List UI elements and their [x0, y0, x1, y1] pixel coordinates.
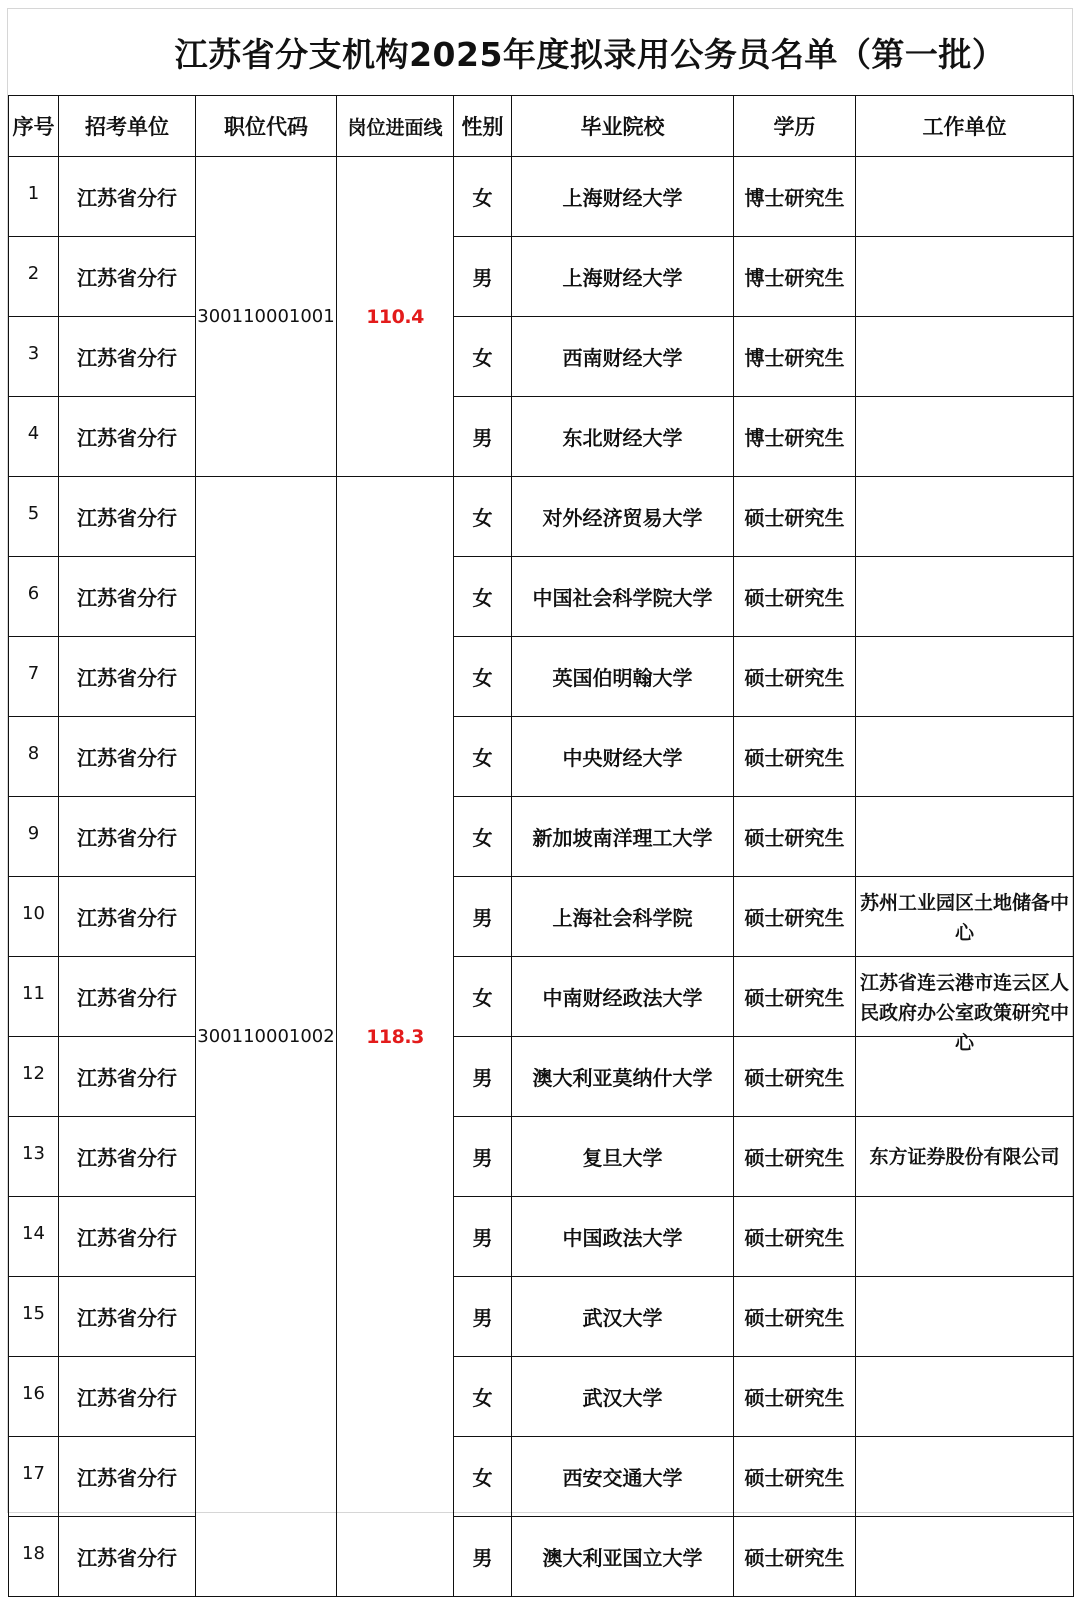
cell-employer [856, 1517, 1074, 1597]
cell-seq: 7 [9, 637, 59, 717]
cell-seq: 18 [9, 1517, 59, 1597]
cell-school: 上海财经大学 [512, 157, 734, 237]
table-row [9, 1037, 1074, 1117]
cell-gender: 男 [454, 1037, 512, 1117]
cell-school: 上海财经大学 [512, 237, 734, 317]
cell-position-code: 300110001001 [196, 157, 337, 477]
cell-unit: 江苏省分行 [59, 1517, 196, 1597]
cell-gender: 女 [454, 957, 512, 1037]
cell-seq: 11 [9, 957, 59, 1037]
cell-unit: 江苏省分行 [59, 397, 196, 477]
header-code: 职位代码 [196, 96, 337, 157]
candidate-table [8, 95, 1074, 1597]
cell-unit: 江苏省分行 [59, 317, 196, 397]
cell-school: 中央财经大学 [512, 717, 734, 797]
header-employer: 工作单位 [856, 96, 1074, 157]
cell-school: 中国政法大学 [512, 1197, 734, 1277]
cell-school: 武汉大学 [512, 1357, 734, 1437]
cell-unit: 江苏省分行 [59, 1117, 196, 1197]
cell-unit: 江苏省分行 [59, 957, 196, 1037]
cell-employer [856, 957, 1074, 1054]
cell-degree: 博士研究生 [734, 317, 856, 397]
cell-employer [856, 1437, 1074, 1517]
table-row [9, 557, 1074, 637]
cell-degree: 硕士研究生 [734, 877, 856, 957]
cell-employer [856, 717, 1074, 797]
cell-employer [856, 397, 1074, 477]
cell-employer [856, 557, 1074, 637]
cell-degree: 硕士研究生 [734, 797, 856, 877]
cell-school: 澳大利亚国立大学 [512, 1517, 734, 1597]
cell-degree: 硕士研究生 [734, 1437, 856, 1517]
cell-school: 新加坡南洋理工大学 [512, 797, 734, 877]
cell-school: 上海社会科学院 [512, 877, 734, 957]
cell-employer [856, 157, 1074, 237]
table-row [9, 477, 1074, 557]
cell-unit: 江苏省分行 [59, 477, 196, 557]
cell-school: 英国伯明翰大学 [512, 637, 734, 717]
cell-seq: 15 [9, 1277, 59, 1357]
cell-employer [856, 637, 1074, 717]
cell-gender: 男 [454, 397, 512, 477]
cell-school: 武汉大学 [512, 1277, 734, 1357]
cell-degree: 硕士研究生 [734, 557, 856, 637]
cell-employer [856, 877, 1074, 957]
cell-school: 对外经济贸易大学 [512, 477, 734, 557]
cell-degree: 硕士研究生 [734, 957, 856, 1037]
cell-gender: 男 [454, 1517, 512, 1597]
cell-unit: 江苏省分行 [59, 717, 196, 797]
cell-seq: 4 [9, 397, 59, 477]
table-row [9, 637, 1074, 717]
cell-seq: 3 [9, 317, 59, 397]
cell-seq: 16 [9, 1357, 59, 1437]
cell-seq: 17 [9, 1437, 59, 1517]
table-row [9, 957, 1074, 1037]
cell-seq: 6 [9, 557, 59, 637]
table-row [9, 157, 1074, 237]
header-row [9, 96, 1074, 157]
cell-seq: 14 [9, 1197, 59, 1277]
cell-school: 澳大利亚莫纳什大学 [512, 1037, 734, 1117]
cell-seq: 5 [9, 477, 59, 557]
cell-employer [856, 477, 1074, 557]
cell-degree: 硕士研究生 [734, 1037, 856, 1117]
cell-gender: 男 [454, 237, 512, 317]
cell-employer [856, 1197, 1074, 1277]
cell-unit: 江苏省分行 [59, 1277, 196, 1357]
cell-gender: 男 [454, 1117, 512, 1197]
cell-employer [856, 1277, 1074, 1357]
cell-employer-text: 东方证券股份有限公司 [869, 1145, 1060, 1168]
table-row [9, 1197, 1074, 1277]
cell-degree: 硕士研究生 [734, 717, 856, 797]
cell-employer [856, 1117, 1074, 1197]
table-row [9, 1437, 1074, 1517]
cell-degree: 博士研究生 [734, 237, 856, 317]
cell-seq: 1 [9, 157, 59, 237]
cell-degree: 硕士研究生 [734, 1357, 856, 1437]
cell-gender: 女 [454, 797, 512, 877]
cell-employer [856, 317, 1074, 397]
table-body [9, 157, 1074, 1597]
cell-unit: 江苏省分行 [59, 1357, 196, 1437]
header-score: 岗位进面线 [337, 96, 454, 157]
header-unit: 招考单位 [59, 96, 196, 157]
cell-gender: 女 [454, 557, 512, 637]
cell-degree: 硕士研究生 [734, 637, 856, 717]
cell-position-code: 300110001002 [196, 477, 337, 1597]
cell-degree: 硕士研究生 [734, 1277, 856, 1357]
cell-seq: 12 [9, 1037, 59, 1117]
cell-school: 西南财经大学 [512, 317, 734, 397]
header-school: 毕业院校 [512, 96, 734, 157]
cell-unit: 江苏省分行 [59, 237, 196, 317]
table-row [9, 1277, 1074, 1357]
cell-gender: 女 [454, 717, 512, 797]
cell-gender: 女 [454, 1437, 512, 1517]
cell-cutoff-score: 118.3 [337, 477, 454, 1597]
cell-seq: 13 [9, 1117, 59, 1197]
cell-gender: 女 [454, 477, 512, 557]
table-row [9, 877, 1074, 957]
cell-employer [856, 237, 1074, 317]
table-row [9, 237, 1074, 317]
cell-gender: 女 [454, 157, 512, 237]
cell-unit: 江苏省分行 [59, 157, 196, 237]
cell-employer [856, 1357, 1074, 1437]
cell-degree: 硕士研究生 [734, 1117, 856, 1197]
cell-unit: 江苏省分行 [59, 1437, 196, 1517]
page-title [0, 30, 1080, 80]
cell-unit: 江苏省分行 [59, 637, 196, 717]
cell-seq: 9 [9, 797, 59, 877]
cell-degree: 硕士研究生 [734, 477, 856, 557]
cell-gender: 女 [454, 637, 512, 717]
cell-gender: 男 [454, 1197, 512, 1277]
cell-seq: 2 [9, 237, 59, 317]
table-row [9, 1517, 1074, 1597]
cell-seq: 10 [9, 877, 59, 957]
cell-degree: 硕士研究生 [734, 1197, 856, 1277]
cell-school: 西安交通大学 [512, 1437, 734, 1517]
table-row [9, 717, 1074, 797]
cell-employer [856, 797, 1074, 877]
header-degree: 学历 [734, 96, 856, 157]
table-row [9, 1117, 1074, 1197]
cell-unit: 江苏省分行 [59, 1037, 196, 1117]
cell-gender: 男 [454, 877, 512, 957]
page-title-text: 江苏省分支机构2025年度拟录用公务员名单（第一批） [174, 35, 1006, 74]
cell-employer-text: 苏州工业园区土地储备中心 [859, 891, 1069, 944]
cell-school: 东北财经大学 [512, 397, 734, 477]
header-gender: 性别 [454, 96, 512, 157]
cell-degree: 博士研究生 [734, 397, 856, 477]
cell-seq: 8 [9, 717, 59, 797]
cell-unit: 江苏省分行 [59, 877, 196, 957]
table-row [9, 1357, 1074, 1437]
cell-unit: 江苏省分行 [59, 557, 196, 637]
table-row [9, 797, 1074, 877]
table-row [9, 397, 1074, 477]
cell-gender: 女 [454, 1357, 512, 1437]
cell-degree: 博士研究生 [734, 157, 856, 237]
table-row [9, 317, 1074, 397]
cell-degree: 硕士研究生 [734, 1517, 856, 1597]
cell-school: 中南财经政法大学 [512, 957, 734, 1037]
header-seq: 序号 [9, 96, 59, 157]
cell-school: 中国社会科学院大学 [512, 557, 734, 637]
cell-gender: 女 [454, 317, 512, 397]
cell-cutoff-score: 110.4 [337, 157, 454, 477]
cell-gender: 男 [454, 1277, 512, 1357]
cell-unit: 江苏省分行 [59, 1197, 196, 1277]
cell-school: 复旦大学 [512, 1117, 734, 1197]
cell-unit: 江苏省分行 [59, 797, 196, 877]
cell-employer-text: 江苏省连云港市连云区人民政府办公室政策研究中心 [859, 971, 1069, 1054]
